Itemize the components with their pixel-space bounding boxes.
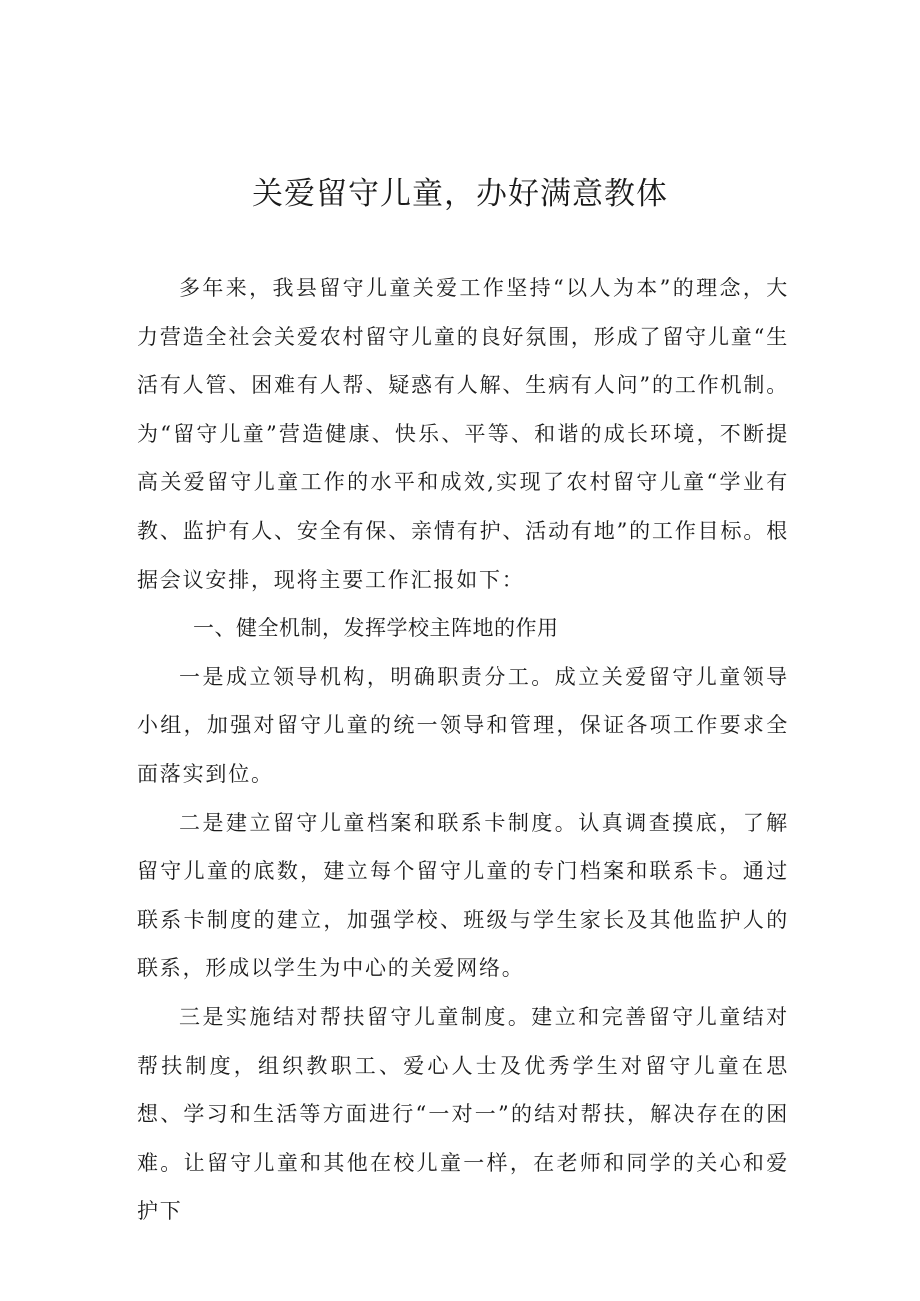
paragraph-2: 二是建立留守儿童档案和联系卡制度。认真调查摸底，了解留守儿童的底数，建立每个留守儿童的专门档案和联系卡。通过联系卡制度的建立，加强学校、班级与学生家长及其他监护人的联系，形成以学生为中心的关爱网络。 bbox=[137, 810, 789, 981]
paragraph-3: 三是实施结对帮扶留守儿童制度。建立和完善留守儿童结对帮扶制度，组织教职工、爱心人士及优秀学生对留守儿童在思想、学习和生活等方面进行“一对一”的结对帮扶，解决存在的困难。让留守儿童和其他在校儿童一样，在老师和同学的关心和爱护下 bbox=[137, 1004, 789, 1224]
paragraph-1: 一是成立领导机构，明确职责分工。成立关爱留守儿童领导小组，加强对留守儿童的统一领导和管理，保证各项工作要求全面落实到位。 bbox=[137, 664, 789, 786]
document-body bbox=[137, 264, 789, 1236]
intro-paragraph: 多年来，我县留守儿童关爱工作坚持“以人为本”的理念，大力营造全社会关爱农村留守儿童的良好氛围，形成了留守儿童“生活有人管、困难有人帮、疑惑有人解、生病有人问”的工作机制。为“留守儿童”营造健康、快乐、平等、和谐的成长环境，不断提高关爱留守儿童工作的水平和成效,实现了农村留守儿童“学业有教、监护有人、安全有保、亲情有护、活动有地”的工作目标。根据会议安排，现将主要工作汇报如下： bbox=[137, 276, 789, 592]
section-heading-1: 一、健全机制，发挥学校主阵地的作用 bbox=[193, 616, 559, 641]
document-title: 关爱留守儿童，办好满意教体 bbox=[252, 176, 668, 212]
